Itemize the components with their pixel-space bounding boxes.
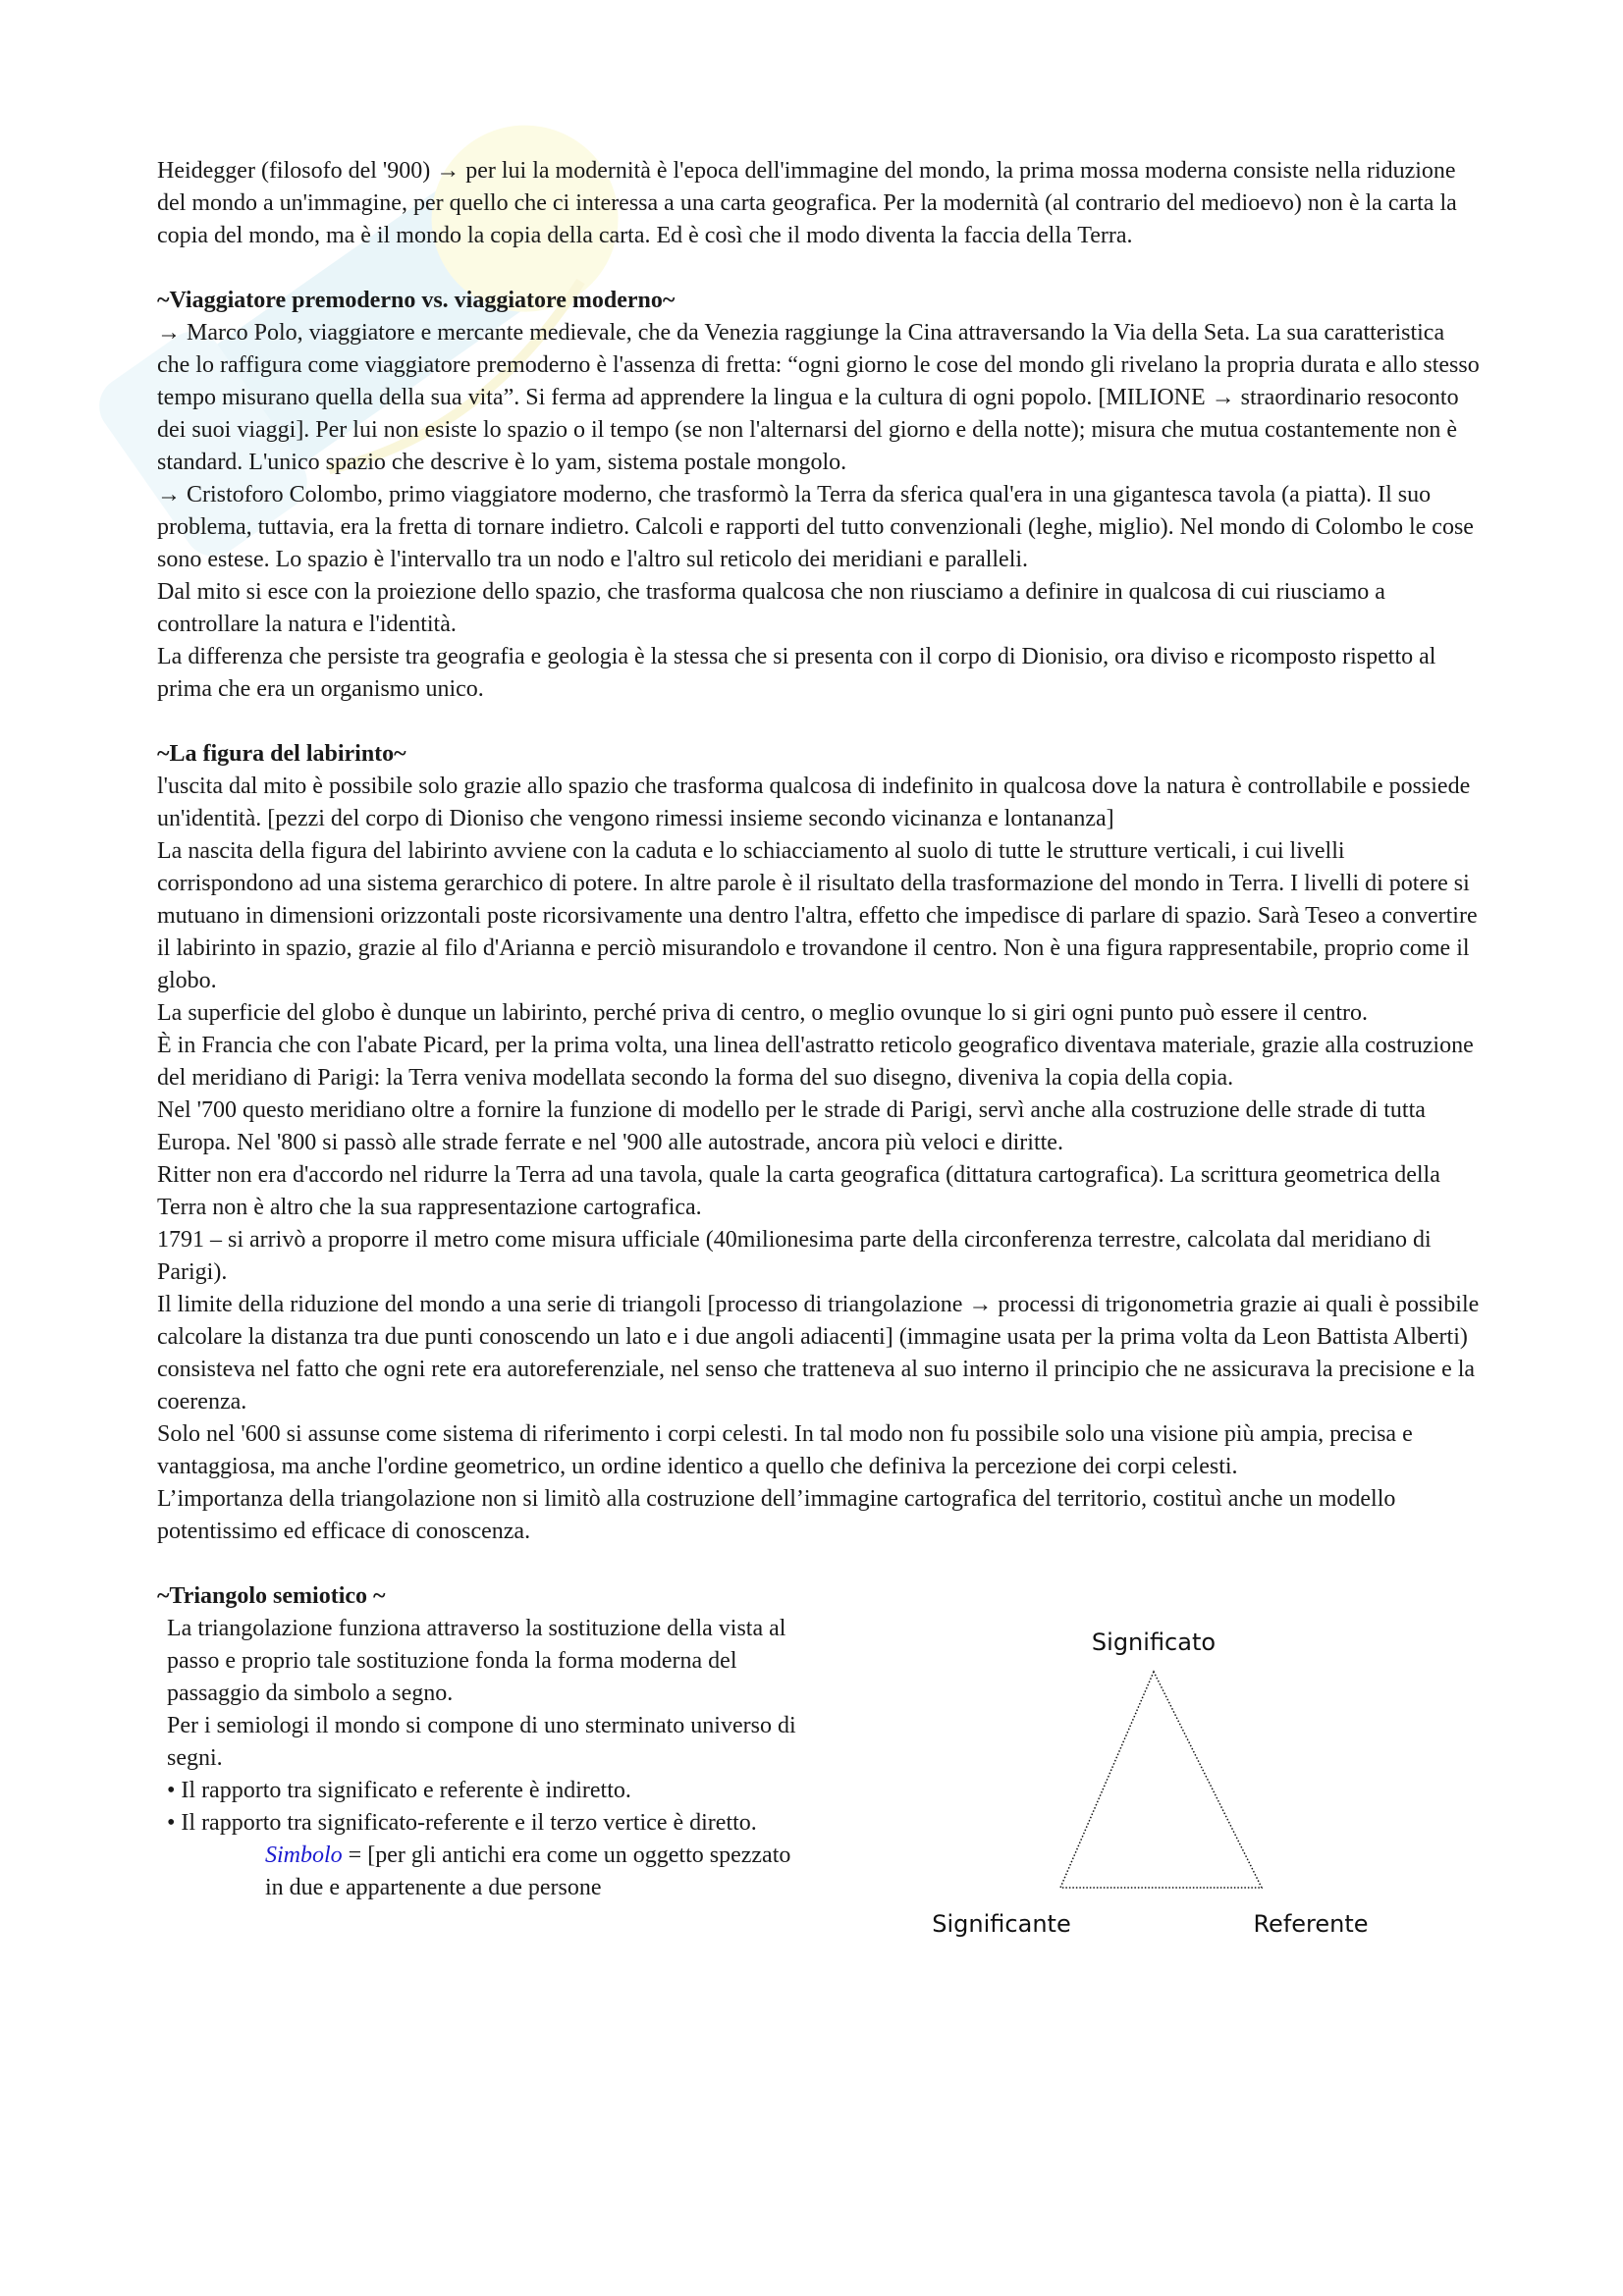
symbol-definition (167, 1840, 815, 1904)
intro-paragraph: Heidegger (filosofo del '900) → per lui la modernità è l'epoca dell'immagine del mondo, la prima mossa moderna consiste nella riduzione del mondo a un'immagine, per quello che ci interessa a una carta geografica. Per la modernità (al contrario del medioevo) non è la carta la copia del mondo, ma è il mondo la copia della carta. Ed è così che il modo diventa la faccia della Terra. (157, 158, 1457, 248)
paragraph: 1791 – si arrivò a proporre il metro come misura ufficiale (40milionesima parte della circonferenza terrestre, calcolata dal meridiano di Parigi). (157, 1227, 1432, 1285)
semiotic-triangle-diagram (913, 1593, 1522, 1966)
paragraph: Nel '700 questo meridiano oltre a fornire la funzione di modello per le strade di Parigi, servì anche alla costruzione delle strade di tutta Europa. Nel '800 si passò alle strade ferrate e nel '900 alle autostrade, ancora più veloci e diritte. (157, 1097, 1426, 1155)
paragraph: Solo nel '600 si assunse come sistema di riferimento i corpi celesti. In tal modo non fu possibile solo una visione più ampia, precisa e vantaggiosa, ma anche l'ordine geometrico, un ordine identico a quello che definiva la percezione dei corpi celesti. (157, 1421, 1413, 1479)
paragraph: Ritter non era d'accordo nel ridurre la Terra ad una tavola, quale la carta geografica (dittatura cartografica). La scrittura geometrica della Terra non è altro che la sua rappresentazione cartografica. (157, 1162, 1440, 1220)
paragraph: Per i semiologi il mondo si compone di uno sterminato universo di segni. (167, 1713, 796, 1771)
paragraph: l'uscita dal mito è possibile solo grazie allo spazio che trasforma qualcosa di indefinito in qualcosa dove la natura è controllabile e possiede un'identità. [pezzi del corpo di Dioniso che vengono rimessi insieme secondo vicinanza e lontananza] (157, 774, 1471, 831)
paragraph: La differenza che persiste tra geografia e geologia è la stessa che si presenta con il corpo di Dionisio, ora diviso e ricomposto rispetto al prima che era un organismo unico. (157, 644, 1436, 702)
document-body (157, 155, 1483, 1938)
paragraph: La superficie del globo è dunque un labirinto, perché priva di centro, o meglio ovunque lo si giri ogni punto può essere il centro. (157, 1000, 1369, 1026)
section-heading-viaggiatore: ~Viaggiatore premoderno vs. viaggiatore moderno~ (157, 288, 676, 313)
vertex-label-left: Significante (932, 1910, 1071, 1938)
bullet-item: • Il rapporto tra significato-referente e il terzo vertice è diretto. (167, 1810, 757, 1836)
vertex-label-top: Significato (1091, 1629, 1217, 1656)
section-heading-triangolo: ~Triangolo semiotico ~ (157, 1583, 386, 1609)
section-heading-labirinto: ~La figura del labirinto~ (157, 741, 406, 767)
paragraph: La nascita della figura del labirinto avviene con la caduta e lo schiacciamento al suolo di tutte le strutture verticali, i cui livelli corrispondono ad una sistema gerarchico di potere. In altre parole è il risultato della trasformazione del mondo in Terra. I livelli di potere si mutuano in dimensioni orizzontali poste ricorsivamente una dentro l'altra, effetto che impedisce di parlare di spazio. Sarà Teseo a convertire il labirinto in spazio, grazie al filo d'Arianna e perciò misurandolo e trovandone il centro. Non è una figura rappresentabile, proprio come il globo. (157, 838, 1478, 993)
paragraph: È in Francia che con l'abate Picard, per la prima volta, una linea dell'astratto reticolo geografico diventava materiale, grazie alla costruzione del meridiano di Parigi: la Terra veniva modellata secondo la forma del suo disegno, diveniva la copia della copia. (157, 1033, 1474, 1091)
paragraph: → Cristoforo Colombo, primo viaggiatore moderno, che trasformò la Terra da sferica qual'era in una gigantesca tavola (a piatta). Il suo problema, tuttavia, era la fretta di tornare indietro. Calcoli e rapporti del tutto convenzionali (leghe, miglio). Nel mondo di Colombo le cose sono estese. Lo spazio è l'intervallo tra un nodo e l'altro sul reticolo dei meridiani e paralleli. (157, 482, 1474, 572)
paragraph: La triangolazione funziona attraverso la sostituzione della vista al passo e proprio tale sostituzione fonda la forma moderna del passaggio da simbolo a segno. (167, 1616, 786, 1706)
paragraph: → Marco Polo, viaggiatore e mercante medievale, che da Venezia raggiunge la Cina attraversando la Via della Seta. La sua caratteristica che lo raffigura come viaggiatore premoderno è l'assenza di fretta: “ogni giorno le cose del mondo gli rivelano la propria durata e allo stesso tempo misurano quella della sua vita”. Si ferma ad apprendere la lingua e la cultura di ogni popolo. [MILIONE → straordinario resoconto dei suoi viaggi]. Per lui non esiste lo spazio o il tempo (se non l'alternarsi del giorno e della notte); misura che mutua costantemente non è standard. L'unico spazio che descrive è lo yam, sistema postale mongolo. (157, 320, 1480, 475)
paragraph: Il limite della riduzione del mondo a una serie di triangoli [processo di triangolazione → processi di trigonometria grazie ai quali è possibile calcolare la distanza tra due punti conoscendo un lato e i due angoli adiacenti] (immagine usata per la prima volta da Leon Battista Alberti) consisteva nel fatto che ogni rete era autoreferenziale, nel senso che tratteneva al suo interno il principio che ne assicurava la precisione e la coerenza. (157, 1292, 1480, 1415)
bullet-item: • Il rapporto tra significato e referente è indiretto. (167, 1778, 631, 1803)
symbol-term: Simbolo (265, 1842, 343, 1868)
vertex-label-right: Referente (1253, 1910, 1369, 1938)
triangle-shape (1060, 1672, 1262, 1888)
semiotic-text (167, 1613, 815, 1904)
symbol-definition-text: = [per gli antichi era come un oggetto spezzato in due e appartenente a due persone (265, 1842, 791, 1900)
paragraph: L’importanza della triangolazione non si limitò alla costruzione dell’immagine cartografica del territorio, costituì anche un modello potentissimo ed efficace di conoscenza. (157, 1486, 1396, 1544)
paragraph: Dal mito si esce con la proiezione dello spazio, che trasforma qualcosa che non riusciamo a definire in qualcosa di cui riusciamo a controllare la natura e l'identità. (157, 579, 1385, 637)
